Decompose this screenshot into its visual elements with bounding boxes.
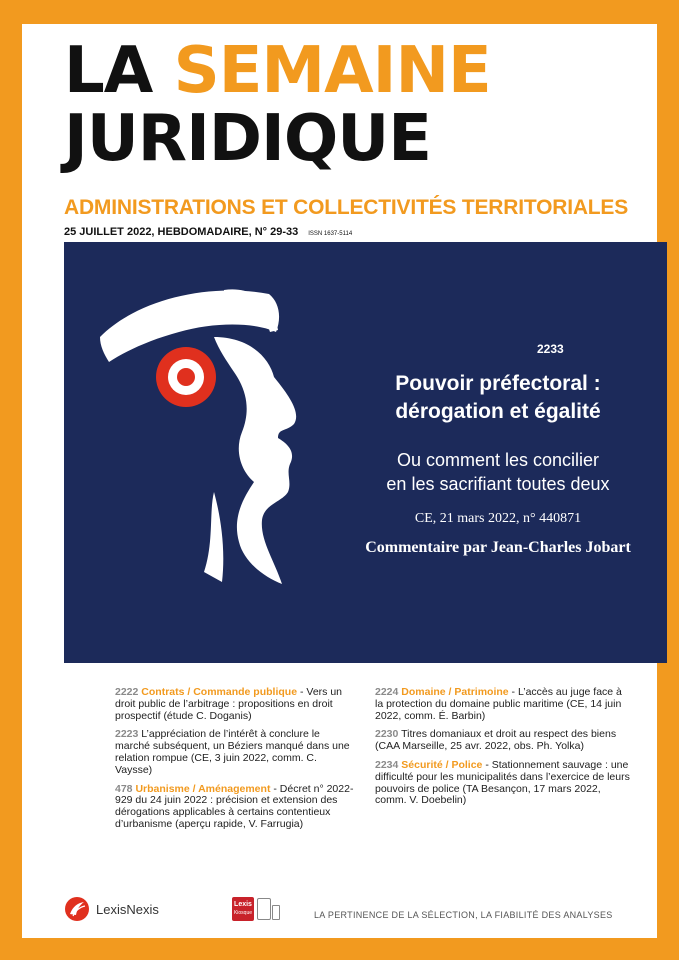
publication-subtitle: ADMINISTRATIONS ET COLLECTIVITÉS TERRITORIALES [64,196,629,219]
marianne-profile-illustration [64,242,334,663]
orange-border-bottom [0,938,679,960]
feature-panel [64,242,667,663]
article-text: Décret n° 2022-929 du 24 juin 2022 : précision et extension des dérogations applicables à certains contentieux d’urbanisme (aperçu rapide, V. Farrugia) [115,782,354,830]
article-item[interactable] [115,784,355,831]
kiosque-box [232,897,254,921]
article-item[interactable] [375,687,630,722]
article-item[interactable] [375,729,630,753]
article-separator: - [270,782,280,795]
footer-tagline: LA PERTINENCE DE LA SÉLECTION, LA FIABILITÉ DES ANALYSES [314,910,613,920]
article-separator: - [297,686,307,698]
article-text: Stationnement sauvage : une difficulté pour les municipalités dans l’exercice de leurs pouvoirs de police (TA Besançon, 17 mars 2022, comm. V. Doebelin) [375,758,630,807]
kiosque-sublabel: Kiosque [233,910,253,916]
cockade-inner [177,368,195,386]
feature-title-line1: Pouvoir préfectoral : [395,372,601,395]
orange-border-left [0,0,22,960]
marianne-hair-stroke [204,492,223,582]
article-text: L’appréciation de l’intérêt à conclure le marché subséquent, un Béziers manqué dans une relation rompue (CE, 3 juin 2022, comm. C. Vaysse) [115,728,350,776]
marianne-face [214,337,296,584]
feature-subtitle-line2: en les sacrifiant toutes deux [386,474,610,494]
feature-author: Commentaire par Jean-Charles Jobart [365,539,631,556]
article-item[interactable] [115,687,355,722]
articles-right-column [375,687,630,814]
article-number: 2222 [115,686,139,698]
feature-number: 2233 [537,342,564,356]
masthead-word-semaine: SEMAINE [173,34,491,108]
lexis-kiosque-badge [232,897,280,921]
masthead-title-line1 [64,36,491,106]
article-item[interactable] [115,729,355,776]
feature-title [334,370,662,426]
lexisnexis-emblem-icon [64,896,90,922]
feature-subtitle [334,448,662,496]
issue-date: 25 JUILLET 2022, HEBDOMADAIRE, N° 29-33 [64,226,299,238]
article-text: Titres domaniaux et droit au respect des biens (CAA Marseille, 25 avr. 2022, obs. Ph. Yolka) [375,728,617,753]
article-category: Domaine / Patrimoine [401,686,509,698]
masthead-word-la: LA [64,34,153,108]
tablet-icon [257,898,271,920]
lexisnexis-logo [64,896,184,924]
article-number: 2234 [375,758,399,771]
article-separator: - [482,758,492,771]
article-category: Sécurité / Police [401,758,483,771]
issn: ISSN 1637-5114 [308,231,353,237]
masthead-title-line2: JURIDIQUE [64,102,431,176]
feature-reference: CE, 21 mars 2022, n° 440871 [414,511,582,526]
publisher-name: LexisNexis [96,902,159,917]
article-text: L’accès au juge face à la protection du domaine public maritime (CE, 14 juin 2022, comm. É. Barbin) [375,686,622,722]
article-category: Contrats / Commande publique [141,686,298,698]
article-number: 2230 [375,728,399,741]
article-number: 478 [115,782,133,795]
phone-icon [272,905,280,920]
articles-left-column [115,687,355,838]
article-text: Vers un droit public de l’arbitrage : propositions en droit prospectif (étude C. Doganis) [115,686,342,722]
feature-subtitle-line1: Ou comment les concilier [396,450,600,470]
feature-title-line2: dérogation et égalité [395,400,601,423]
article-number: 2224 [375,686,399,698]
article-separator: - [508,686,518,698]
orange-border-top [0,0,679,24]
article-category: Urbanisme / Aménagement [135,782,271,795]
issue-dateline [64,226,352,238]
kiosque-label: Lexis [234,901,252,908]
article-number: 2223 [115,728,139,741]
article-item[interactable] [375,760,630,807]
